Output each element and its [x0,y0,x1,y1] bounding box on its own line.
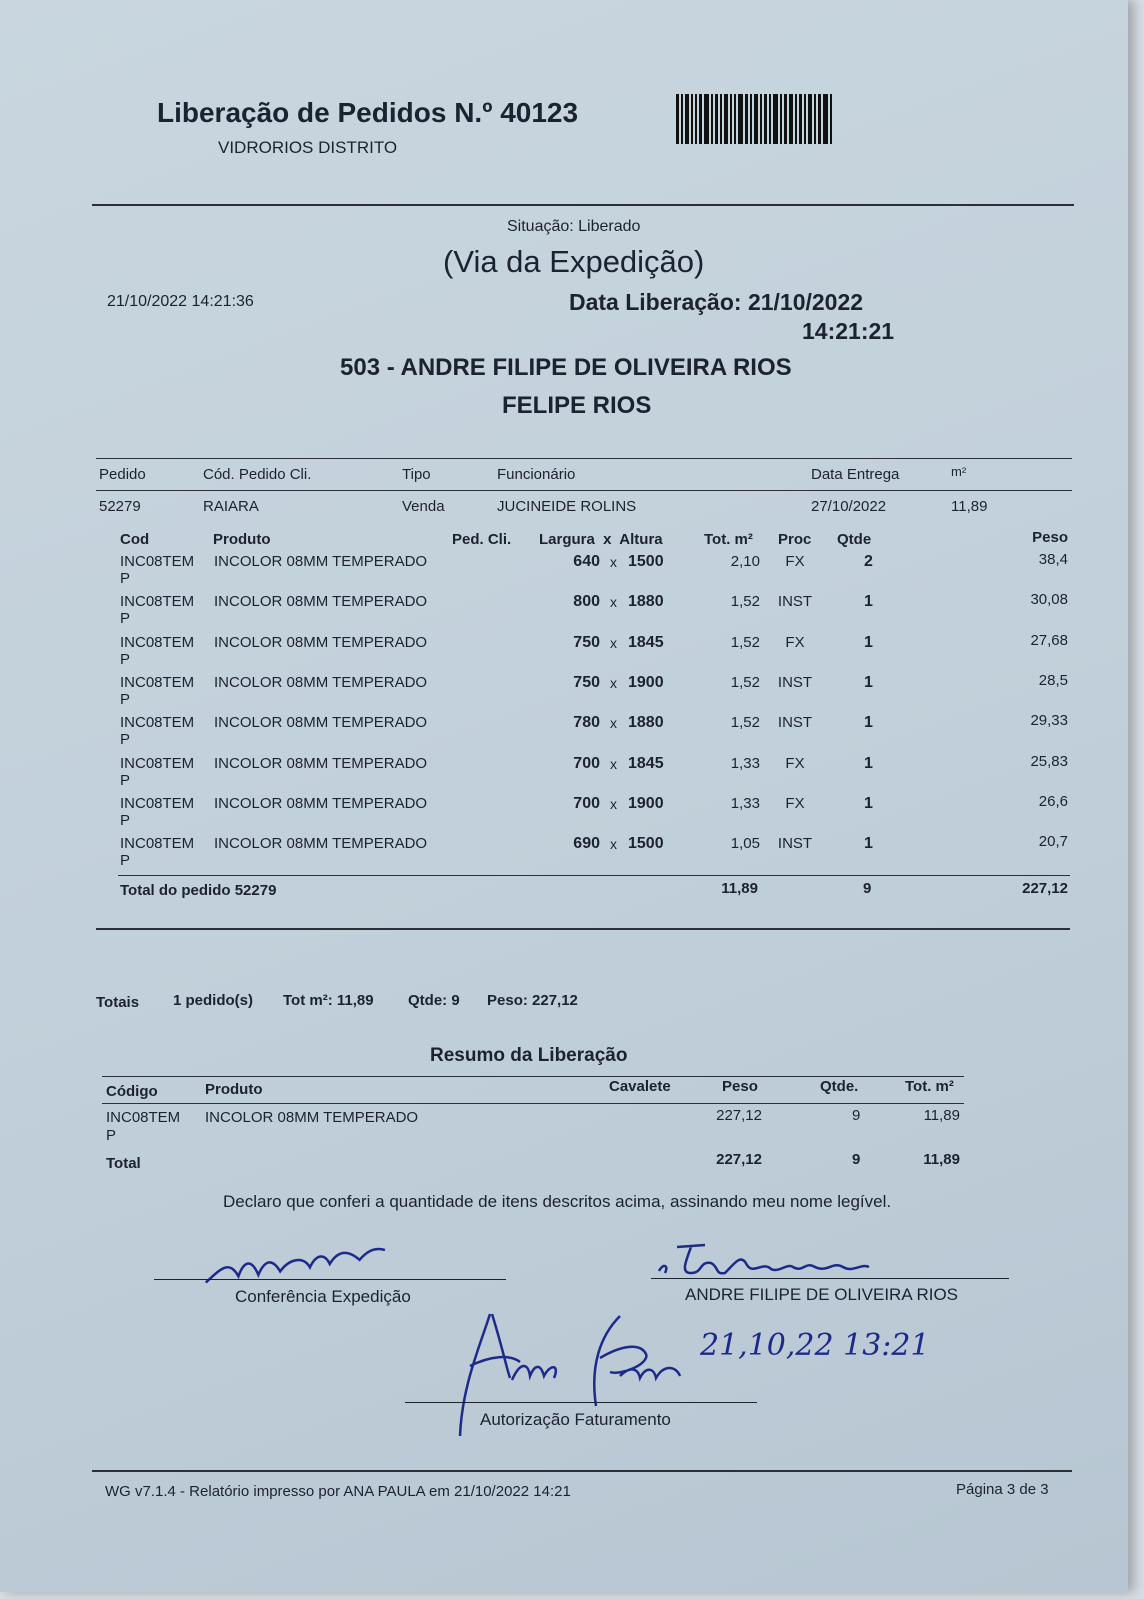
item-product: INCOLOR 08MM TEMPERADO [214,553,428,570]
item-altura: 1500 [628,553,664,570]
order-number: 52279 [99,498,141,515]
order-total-m2: 11,89 [721,880,758,897]
summary-col-tot-m2: Tot. m² [905,1078,954,1095]
page-number: Página 3 de 3 [956,1481,1049,1498]
summary-row-m2: 11,89 [923,1107,960,1124]
items-col-qtde: Qtde [837,531,872,548]
summary-col-codigo: Código [106,1083,158,1100]
item-dimension-separator: x [610,796,617,812]
item-peso: 25,83 [1030,753,1068,770]
item-dimension-separator: x [610,836,617,852]
item-product: INCOLOR 08MM TEMPERADO [214,634,428,651]
header-divider [92,204,1074,206]
col-m2: m² [951,464,967,479]
col-tipo: Tipo [402,466,431,483]
client-signature [655,1233,875,1291]
status-text: Situação: Liberado [507,218,641,235]
footer-divider [92,1470,1072,1472]
item-code: INC08TEM [120,634,195,651]
order-total-peso: 227,12 [1022,880,1068,897]
items-col-peso: Peso [1032,529,1068,546]
items-col-cod: Cod [120,531,150,548]
item-code: INC08TEM [120,674,195,691]
item-product: INCOLOR 08MM TEMPERADO [214,593,428,610]
item-code: INC08TEM [120,714,195,731]
conference-signature-drawing [199,1237,401,1291]
item-dimension-separator: x [610,594,617,610]
item-dimension-separator: x [610,675,617,691]
item-dimension-separator: x [610,756,617,772]
item-qtde: 1 [864,795,873,812]
item-code: INC08TEM [120,593,195,610]
item-code-cont: P [120,691,131,708]
item-tot-m2: 1,52 [730,634,760,651]
item-code-cont: P [120,772,131,789]
company-name: VIDRORIOS DISTRITO [218,138,398,157]
item-tot-m2: 1,52 [730,714,760,731]
item-proc: INST [777,674,813,691]
item-tot-m2: 1,33 [730,795,760,812]
item-qtde: 1 [864,674,873,691]
order-total-label: Total do pedido 52279 [120,882,277,899]
col-pedido: Pedido [99,466,146,483]
item-largura: 700 [573,795,600,812]
item-tot-m2: 1,05 [730,835,760,852]
order-type: Venda [402,498,445,515]
client-signature-label: ANDRE FILIPE DE OLIVEIRA RIOS [685,1285,959,1304]
totals-orders: 1 pedido(s) [173,992,254,1009]
item-peso: 20,7 [1038,833,1068,850]
summary-total-m2: 11,89 [923,1151,960,1168]
item-peso: 28,5 [1038,672,1068,689]
summary-col-peso: Peso [722,1078,758,1095]
item-tot-m2: 2,10 [730,553,760,570]
item-code: INC08TEM [120,553,195,570]
item-qtde: 1 [864,755,873,772]
summary-col-cavalete: Cavalete [609,1078,671,1095]
summary-col-qtde: Qtde. [820,1078,859,1095]
totals-m2: Tot m²: 11,89 [283,992,374,1009]
totals-qtde: Qtde: 9 [408,992,460,1009]
summary-header-line [102,1103,964,1104]
item-product: INCOLOR 08MM TEMPERADO [214,795,428,812]
declaration-text: Declaro que conferi a quantidade de itens descritos acima, assinando meu nome legível. [223,1192,892,1211]
item-altura: 1900 [628,674,664,691]
release-date: Data Liberação: 21/10/2022 [569,289,864,315]
copy-label: (Via da Expedição) [443,244,705,279]
order-header-top-line [96,458,1072,459]
document-title: Liberação de Pedidos N.º 40123 [157,97,579,128]
item-qtde: 1 [864,634,873,651]
handwritten-date: 21,10,22 13:21 [700,1328,930,1363]
summary-row-code-cont: P [106,1127,117,1144]
items-col-largura-altura: Largura x Altura [539,531,663,548]
item-proc: FX [785,755,805,772]
order-section-end-line [96,928,1070,930]
item-code-cont: P [120,731,131,748]
item-largura: 750 [573,634,600,651]
item-tot-m2: 1,33 [730,755,760,772]
release-time: 14:21:21 [802,318,895,344]
items-col-tot-m2: Tot. m² [704,531,753,548]
client-short-name: FELIPE RIOS [502,392,652,419]
item-peso: 30,08 [1030,591,1068,608]
summary-row-peso: 227,12 [716,1107,762,1124]
item-largura: 780 [573,714,600,731]
item-altura: 1845 [628,634,664,651]
col-funcionario: Funcionário [497,466,576,483]
item-altura: 1500 [628,835,664,852]
item-code-cont: P [120,651,131,668]
summary-row-code: INC08TEM [106,1109,181,1126]
order-delivery-date: 27/10/2022 [811,498,887,515]
client-line: 503 - ANDRE FILIPE DE OLIVEIRA RIOS [340,354,792,381]
summary-total-peso: 227,12 [716,1151,762,1168]
printed-datetime: 21/10/2022 14:21:36 [107,293,254,310]
order-total-qtde: 9 [863,880,872,897]
item-code: INC08TEM [120,755,195,772]
order-m2: 11,89 [951,498,988,515]
item-product: INCOLOR 08MM TEMPERADO [214,755,428,772]
item-proc: FX [785,553,805,570]
summary-top-line [102,1076,964,1077]
item-proc: FX [785,634,805,651]
summary-total-label: Total [106,1155,141,1172]
item-code-cont: P [120,812,131,829]
barcode-image [676,94,848,144]
totals-label: Totais [96,994,140,1011]
item-peso: 27,68 [1030,632,1068,649]
summary-title: Resumo da Liberação [430,1045,628,1066]
item-product: INCOLOR 08MM TEMPERADO [214,835,428,852]
summary-col-produto: Produto [205,1081,263,1098]
item-altura: 1880 [628,714,664,731]
conference-label: Conferência Expedição [235,1287,411,1306]
item-code: INC08TEM [120,795,195,812]
item-peso: 38,4 [1038,551,1068,568]
authorization-signature-line [405,1402,757,1403]
item-product: INCOLOR 08MM TEMPERADO [214,714,428,731]
authorization-label: Autorização Faturamento [480,1410,671,1429]
item-dimension-separator: x [610,554,617,570]
item-qtde: 1 [864,835,873,852]
item-code-cont: P [120,610,131,627]
item-proc: FX [785,795,805,812]
client-signature-line [651,1278,1009,1279]
item-peso: 29,33 [1030,712,1068,729]
item-altura: 1900 [628,795,664,812]
client-signature-drawing [655,1233,875,1283]
items-col-produto: Produto [213,531,271,548]
conference-signature-line [154,1279,506,1280]
item-qtde: 1 [864,714,873,731]
item-altura: 1880 [628,593,664,610]
items-col-ped-cli: Ped. Cli. [452,531,512,548]
item-qtde: 1 [864,593,873,610]
item-code-cont: P [120,570,131,587]
summary-row-qtde: 9 [852,1107,861,1124]
item-largura: 750 [573,674,600,691]
item-dimension-separator: x [610,715,617,731]
order-client-code: RAIARA [203,498,259,515]
item-proc: INST [777,593,813,610]
item-code: INC08TEM [120,835,195,852]
item-largura: 690 [573,835,600,852]
item-dimension-separator: x [610,635,617,651]
order-header-bottom-line [96,490,1072,491]
order-total-line [118,875,1070,876]
summary-row-product: INCOLOR 08MM TEMPERADO [205,1109,419,1126]
items-col-proc: Proc [778,531,812,548]
totals-peso: Peso: 227,12 [487,992,578,1009]
item-peso: 26,6 [1038,793,1068,810]
item-largura: 700 [573,755,600,772]
item-altura: 1845 [628,755,664,772]
col-data-entrega: Data Entrega [811,466,900,483]
item-tot-m2: 1,52 [730,674,760,691]
order-employee: JUCINEIDE ROLINS [497,498,637,515]
item-largura: 640 [573,553,600,570]
footer-print-info: WG v7.1.4 - Relatório impresso por ANA PAULA em 21/10/2022 14:21 [105,1483,571,1500]
summary-total-qtde: 9 [852,1151,861,1168]
col-cod-pedido-cli: Cód. Pedido Cli. [203,466,312,483]
item-qtde: 2 [864,553,873,570]
item-proc: INST [777,714,813,731]
item-proc: INST [777,835,813,852]
item-product: INCOLOR 08MM TEMPERADO [214,674,428,691]
item-tot-m2: 1,52 [730,593,760,610]
item-largura: 800 [573,593,600,610]
item-code-cont: P [120,852,131,869]
